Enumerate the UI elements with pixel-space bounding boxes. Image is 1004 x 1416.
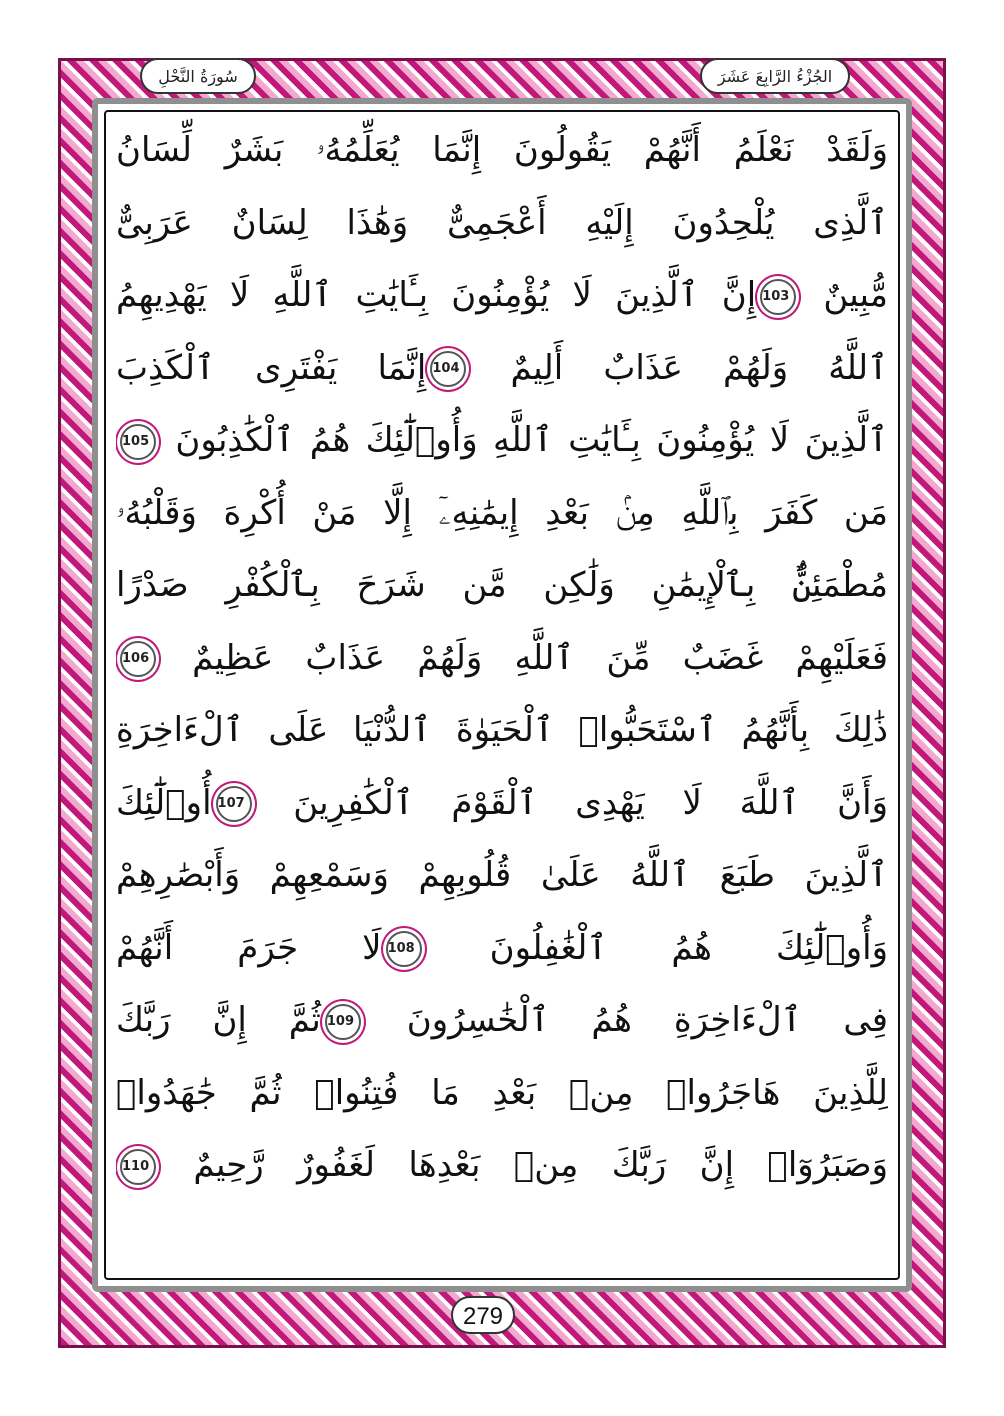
text-line [116, 984, 888, 1057]
text-line [116, 477, 888, 550]
text-line [116, 622, 888, 695]
verse-text: مُّبِينٌ [800, 275, 888, 315]
page-number: 279 [451, 1296, 515, 1334]
text-line [116, 259, 888, 332]
verse-text: إِنَّ ٱلَّذِينَ لَا يُؤْمِنُونَ بِـَٔايَٰتِ ٱللَّهِ لَا يَهْدِيهِمُ [116, 275, 757, 315]
ayah-number-marker: 109 [325, 1004, 361, 1040]
ayah-number-marker: 105 [120, 424, 156, 460]
surah-label: سُورَةُ النَّحْلِ [140, 58, 256, 94]
text-line [116, 839, 888, 912]
text-line [116, 187, 888, 260]
verse-text: مُطْمَئِنٌّۢ بِٱلْإِيمَٰنِ وَلَٰكِن مَّن شَرَحَ بِٱلْكُفْرِ صَدْرًا [116, 565, 888, 605]
verse-text: وَأُو۟لَٰٓئِكَ هُمُ ٱلْغَٰفِلُونَ [425, 927, 888, 968]
juz-label: الجُزْءُ الرَّابِعَ عَشَرَ [700, 58, 850, 94]
text-line [116, 694, 888, 767]
verse-text: لَا جَرَمَ أَنَّهُمْ [116, 927, 382, 968]
text-line [116, 767, 888, 840]
text-line [116, 114, 888, 187]
ayah-number-marker: 103 [760, 279, 796, 315]
verse-text: مَن كَفَرَ بِٱللَّهِ مِنۢ بَعْدِ إِيمَٰنِهِۦٓ إِلَّا مَنْ أُكْرِهَ وَقَلْبُهُۥ [116, 492, 888, 533]
verse-text: ٱلَّذِينَ لَا يُؤْمِنُونَ بِـَٔايَٰتِ ٱللَّهِ وَأُو۟لَٰٓئِكَ هُمُ ٱلْكَٰذِبُونَ [160, 420, 888, 460]
text-line [116, 1057, 888, 1130]
text-line [116, 1129, 888, 1202]
verse-text: ٱللَّهُ وَلَهُمْ عَذَابٌ أَلِيمٌ [470, 347, 888, 388]
verse-text: وَلَقَدْ نَعْلَمُ أَنَّهُمْ يَقُولُونَ إِنَّمَا يُعَلِّمُهُۥ بَشَرٌ لِّسَانُ [116, 130, 888, 170]
text-line [116, 549, 888, 622]
ayah-number-marker: 106 [120, 641, 156, 677]
quran-text [116, 114, 888, 1274]
ayah-number-marker: 110 [120, 1149, 156, 1185]
verse-text: لِلَّذِينَ هَاجَرُوا۟ مِنۢ بَعْدِ مَا فُتِنُوا۟ ثُمَّ جَٰهَدُوا۟ [116, 1072, 888, 1113]
verse-text: وَصَبَرُوٓا۟ إِنَّ رَبَّكَ مِنۢ بَعْدِهَا لَغَفُورٌ رَّحِيمٌ [160, 1145, 888, 1185]
verse-text: ٱلَّذِى يُلْحِدُونَ إِلَيْهِ أَعْجَمِىٌّ وَهَٰذَا لِسَانٌ عَرَبِىٌّ [116, 202, 888, 243]
ayah-number-marker: 104 [430, 351, 466, 387]
verse-text: ٱلَّذِينَ طَبَعَ ٱللَّهُ عَلَىٰ قُلُوبِهِمْ وَسَمْعِهِمْ وَأَبْصَٰرِهِمْ [116, 855, 888, 895]
text-line [116, 332, 888, 405]
verse-text: وَأَنَّ ٱللَّهَ لَا يَهْدِى ٱلْقَوْمَ ٱلْكَٰفِرِينَ [255, 782, 888, 823]
verse-text: فِى ٱلْءَاخِرَةِ هُمُ ٱلْخَٰسِرُونَ [364, 1000, 888, 1040]
text-line [116, 912, 888, 985]
ayah-number-marker: 107 [216, 786, 252, 822]
verse-text: ثُمَّ إِنَّ رَبَّكَ [116, 1000, 321, 1040]
verse-text: أُو۟لَٰٓئِكَ [116, 782, 212, 823]
verse-text: ذَٰلِكَ بِأَنَّهُمُ ٱسْتَحَبُّوا۟ ٱلْحَيَوٰةَ ٱلدُّنْيَا عَلَى ٱلْءَاخِرَةِ [116, 710, 888, 750]
verse-text: إِنَّمَا يَفْتَرِى ٱلْكَذِبَ [116, 347, 427, 388]
verse-text: فَعَلَيْهِمْ غَضَبٌ مِّنَ ٱللَّهِ وَلَهُمْ عَذَابٌ عَظِيمٌ [160, 637, 888, 678]
text-line [116, 404, 888, 477]
ayah-number-marker: 108 [386, 931, 422, 967]
